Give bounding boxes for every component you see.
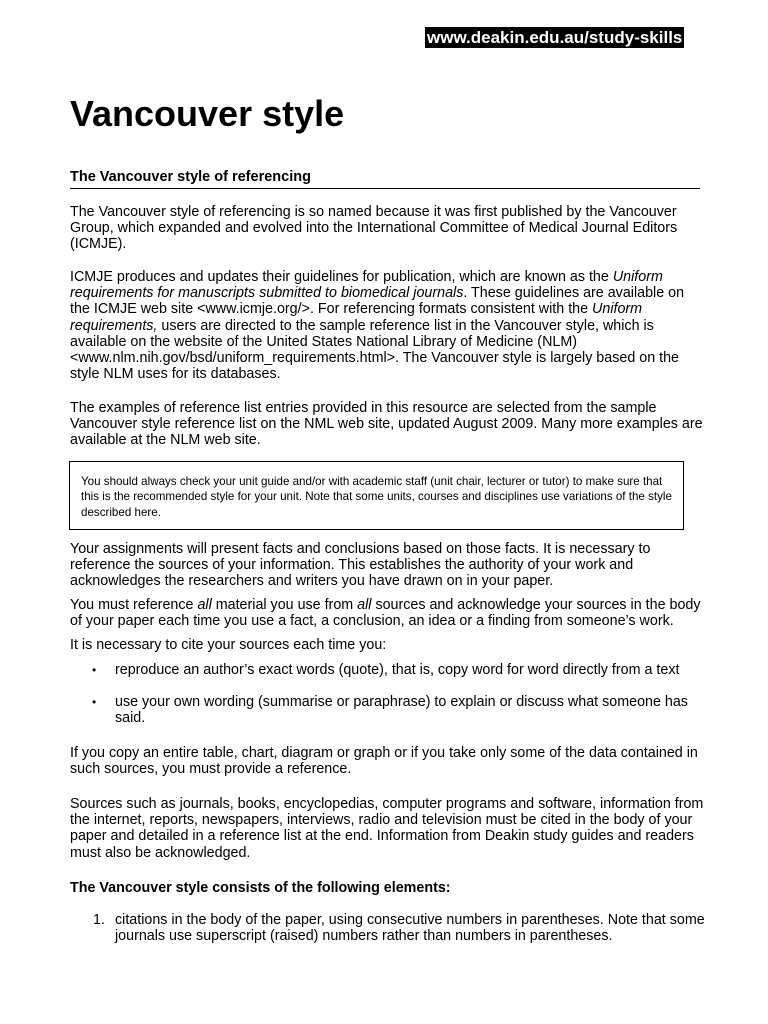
body-paragraph-sources: Sources such as journals, books, encyclopedias, computer programs and software, information from the internet, reports, newspapers, interviews, radio and television must be cited in the body of your paper and detailed in a reference list at the end. Information from Deakin study guides and readers must also be acknowledged.: [70, 796, 704, 861]
bullet-icon: •: [92, 695, 97, 709]
list-item: [70, 662, 706, 678]
section-heading: The Vancouver style of referencing: [70, 168, 700, 189]
numbered-list-item: [70, 912, 706, 944]
elements-heading: The Vancouver style consists of the following elements:: [70, 880, 451, 896]
body-paragraph-assignments: Your assignments will present facts and conclusions based on those facts. It is necessary to reference the sources of your information. This establishes the authority of your work and acknowledges the researchers and writers you have drawn on in your paper.: [70, 541, 651, 590]
body-paragraph-cite-each-time: It is necessary to cite your sources each time you:: [70, 637, 387, 653]
list-number: 1.: [93, 912, 105, 928]
note-box: You should always check your unit guide and/or with academic staff (unit chair, lecturer or tutor) to make sure that this is the recommended style for your unit. Note that some units, courses and disciplines use variations of the style described here.: [69, 461, 684, 530]
intro-paragraph-2: ICMJE produces and updates their guidelines for publication, which are known as the Uniform requirements for manuscripts submitted to biomedical journals. These guidelines are available on the ICMJE web site <www.icmje.org/>. For referencing formats consistent with the Uniform requirements, users are directed to the sample reference list in the Vancouver style, which is available on the website of the United States National Library of Medicine (NLM) <www.nlm.nih.gov/bsd/uniform_requirements.html>. The Vancouver style is largely based on the style NLM uses for its databases.: [70, 269, 685, 383]
intro-paragraph-1: The Vancouver style of referencing is so named because it was first published by the Vancouver Group, which expanded and evolved into the International Committee of Medical Journal Editors (ICMJE).: [70, 204, 678, 253]
list-item-text: citations in the body of the paper, using consecutive numbers in parentheses. Note that some journals use superscript (raised) numbers rather than numbers in parentheses.: [115, 912, 705, 945]
body-paragraph-reference-all: You must reference all material you use from all sources and acknowledge your sources in the body of your paper each time you use a fact, a conclusion, an idea or a finding from someone’s work.: [70, 597, 701, 630]
list-item: [70, 694, 706, 726]
body-paragraph-tables: If you copy an entire table, chart, diagram or graph or if you take only some of the data contained in such sources, you must provide a reference.: [70, 745, 698, 778]
intro-paragraph-3: The examples of reference list entries provided in this resource are selected from the sample Vancouver style reference list on the NML web site, updated August 2009. Many more examples are available at the NLM web site.: [70, 400, 703, 449]
list-item-text: reproduce an author’s exact words (quote), that is, copy word for word directly from a text: [115, 662, 680, 678]
bullet-icon: •: [92, 663, 97, 677]
site-url-banner[interactable]: www.deakin.edu.au/study-skills: [427, 28, 683, 47]
page-title: Vancouver style: [70, 93, 345, 134]
list-item-text: use your own wording (summarise or paraphrase) to explain or discuss what someone has said.: [115, 694, 688, 727]
